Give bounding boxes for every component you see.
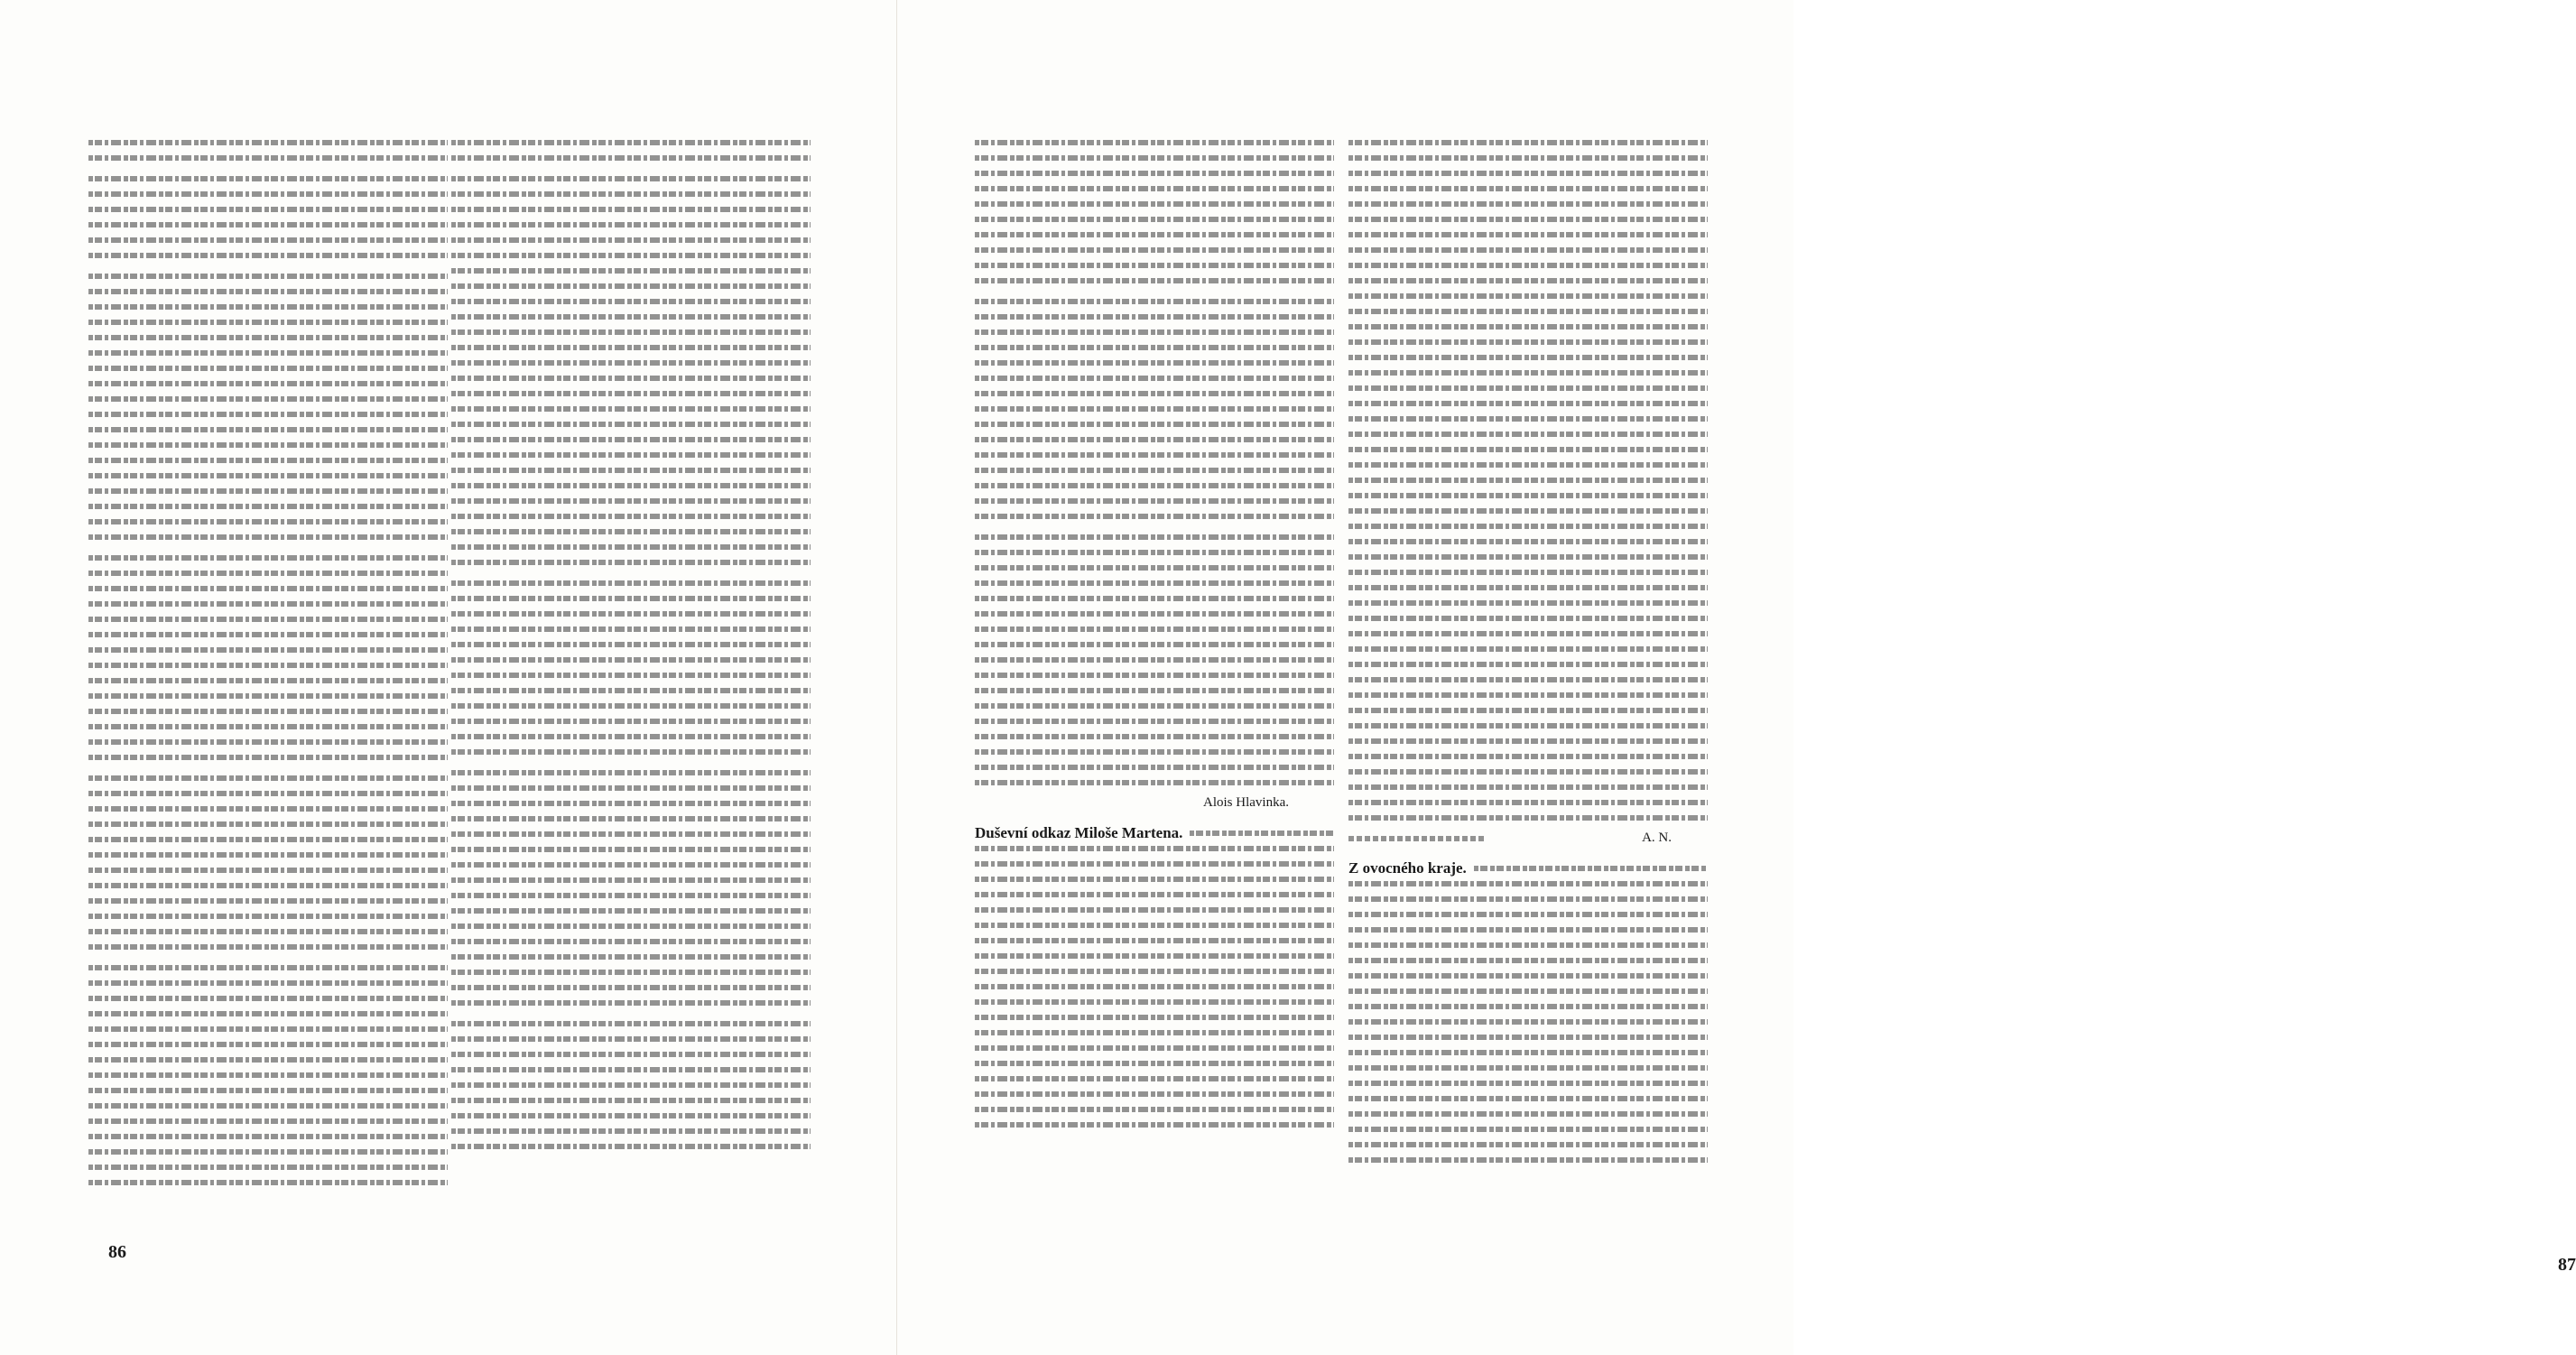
text-line: [451, 544, 811, 550]
text-line: [1348, 836, 1484, 841]
text-line: [975, 1061, 1334, 1066]
text-line: [1190, 831, 1334, 836]
text-line: [1348, 309, 1708, 314]
text-line: [451, 580, 811, 586]
text-line: [1348, 155, 1708, 161]
text-line: [451, 642, 811, 647]
text-line: [88, 427, 448, 432]
text-line: [451, 954, 811, 960]
text-line: [88, 1180, 448, 1185]
text-line: [1348, 524, 1708, 529]
text-line: [1348, 692, 1708, 698]
text-line: [1348, 293, 1708, 299]
text-line: [88, 442, 448, 448]
text-line: [975, 452, 1334, 458]
text-line: [451, 1021, 811, 1026]
text-line: [451, 1036, 811, 1042]
text-line: [1348, 616, 1708, 621]
text-line: [88, 617, 448, 622]
text-line: [975, 1122, 1334, 1128]
text-line: [975, 550, 1334, 555]
text-line: [88, 253, 448, 258]
text-line: [451, 688, 811, 693]
text-line: [451, 908, 811, 914]
text-line: [88, 898, 448, 904]
text-line: [975, 565, 1334, 571]
text-line: [451, 596, 811, 601]
text-line: [1348, 677, 1708, 682]
text-line: [975, 155, 1334, 161]
text-line: [1348, 385, 1708, 391]
text-line: [88, 663, 448, 668]
text-line: [451, 452, 811, 458]
text-line: [88, 571, 448, 576]
text-line: [88, 724, 448, 729]
text-line: [88, 1103, 448, 1109]
text-line: [975, 673, 1334, 678]
signature-hlavinka: Alois Hlavinka.: [1203, 795, 1289, 810]
text-line: [975, 984, 1334, 989]
text-line: [451, 801, 811, 806]
text-line: [88, 806, 448, 812]
text-line: [975, 422, 1334, 427]
text-line: [1348, 784, 1708, 790]
text-line: [451, 1113, 811, 1118]
text-line: [451, 498, 811, 504]
text-line: [451, 831, 811, 837]
text-line: [88, 678, 448, 683]
text-line: [1348, 201, 1708, 207]
text-line: [975, 626, 1334, 632]
text-line: [975, 1045, 1334, 1051]
text-line: [1348, 973, 1708, 979]
text-line: [1348, 988, 1708, 994]
text-line: [451, 626, 811, 632]
text-line: [975, 734, 1334, 739]
text-line: [88, 140, 448, 145]
text-line: [88, 965, 448, 970]
text-line: [451, 329, 811, 335]
text-line: [1348, 263, 1708, 268]
text-line: [1348, 881, 1708, 886]
text-line: [88, 837, 448, 842]
text-line: [451, 191, 811, 197]
text-line: [451, 1067, 811, 1072]
text-line: [1348, 339, 1708, 345]
text-line: [88, 366, 448, 371]
text-line: [975, 534, 1334, 540]
text-line: [1474, 866, 1708, 871]
text-line: [975, 299, 1334, 304]
text-line: [451, 611, 811, 617]
text-line: [1348, 723, 1708, 729]
text-line: [88, 473, 448, 478]
text-line: [451, 749, 811, 755]
text-line: [1348, 1127, 1708, 1132]
text-line: [1348, 958, 1708, 963]
text-line: [975, 217, 1334, 222]
text-line: [451, 1098, 811, 1103]
text-line: [1348, 1111, 1708, 1117]
text-line: [451, 253, 811, 258]
text-line: [88, 155, 448, 161]
text-line: [451, 719, 811, 724]
text-line: [975, 498, 1334, 504]
text-line: [1348, 278, 1708, 283]
text-line: [1348, 508, 1708, 514]
text-line: [1348, 708, 1708, 713]
text-line: [451, 529, 811, 534]
text-line: [1348, 912, 1708, 917]
text-line: [88, 1072, 448, 1078]
text-line: [975, 468, 1334, 473]
text-line: [1348, 217, 1708, 222]
text-line: [975, 657, 1334, 663]
text-line: [451, 703, 811, 709]
text-line: [451, 268, 811, 274]
text-line: [88, 739, 448, 745]
text-line: [88, 176, 448, 181]
text-line: [88, 207, 448, 212]
text-line: [88, 755, 448, 760]
text-line: [451, 939, 811, 944]
text-line: [451, 360, 811, 366]
text-line: [1348, 646, 1708, 652]
text-line: [975, 1107, 1334, 1112]
text-line: [88, 601, 448, 607]
text-line: [451, 314, 811, 320]
text-line: [88, 504, 448, 509]
left-page: [0, 0, 896, 1355]
text-line: [88, 555, 448, 561]
text-line: [975, 780, 1334, 785]
text-line: [88, 821, 448, 827]
page-number-left: 86: [108, 1242, 126, 1262]
text-line: [451, 437, 811, 442]
text-line: [975, 201, 1334, 207]
text-line: [1348, 1081, 1708, 1086]
text-line: [1348, 1004, 1708, 1009]
text-line: [1348, 232, 1708, 237]
text-line: [1348, 401, 1708, 406]
text-line: [88, 274, 448, 279]
text-line: [88, 1118, 448, 1124]
text-line: [451, 893, 811, 898]
text-line: [451, 176, 811, 181]
text-line: [975, 749, 1334, 755]
right-page: [896, 0, 2576, 1355]
text-line: [88, 709, 448, 714]
text-line: [451, 391, 811, 396]
right-page-column-2: [1348, 140, 1708, 1173]
text-line: [88, 1057, 448, 1063]
text-line: [975, 329, 1334, 335]
text-line: [1348, 1157, 1708, 1163]
article-heading-ovocneho: [1348, 860, 1708, 876]
text-line: [88, 883, 448, 888]
text-line: [88, 868, 448, 873]
text-line: [1348, 370, 1708, 376]
text-line: [451, 862, 811, 868]
text-line: [451, 785, 811, 791]
text-line: [88, 929, 448, 934]
text-line: [975, 892, 1334, 897]
text-line: [88, 996, 448, 1001]
text-line: [975, 314, 1334, 320]
text-line: [88, 335, 448, 340]
right-page-column-1: [975, 140, 1334, 1137]
article-heading-ovocneho-text: Z ovocného kraje.: [1348, 859, 1467, 877]
text-line: [975, 247, 1334, 253]
text-line: [1348, 1019, 1708, 1025]
text-line: [975, 1091, 1334, 1097]
text-line: [975, 846, 1334, 851]
text-line: [88, 852, 448, 858]
text-line: [88, 775, 448, 781]
text-line: [975, 642, 1334, 647]
text-line: [975, 1076, 1334, 1081]
text-line: [88, 632, 448, 637]
text-line: [1348, 140, 1708, 145]
text-line: [451, 734, 811, 739]
text-line: [451, 985, 811, 990]
text-line: [975, 688, 1334, 693]
text-line: [975, 861, 1334, 867]
text-line: [975, 580, 1334, 586]
text-line: [451, 657, 811, 663]
text-line: [1348, 815, 1708, 821]
text-line: [451, 923, 811, 929]
text-line: [88, 1011, 448, 1016]
text-line: [451, 514, 811, 519]
text-line: [975, 1030, 1334, 1035]
text-line: [1348, 554, 1708, 560]
text-line: [975, 1015, 1334, 1020]
text-line: [451, 770, 811, 775]
text-line: [1348, 171, 1708, 176]
text-line: [975, 437, 1334, 442]
text-line: [451, 376, 811, 381]
text-line: [1348, 324, 1708, 329]
text-line: [1348, 355, 1708, 360]
text-line: [451, 483, 811, 488]
text-line: [451, 468, 811, 473]
text-line: [451, 406, 811, 412]
text-line: [88, 693, 448, 699]
text-line: [451, 970, 811, 975]
text-line: [975, 345, 1334, 350]
text-line: [88, 586, 448, 591]
text-line: [1348, 600, 1708, 606]
text-line: [1348, 570, 1708, 575]
text-line: [451, 140, 811, 145]
text-line: [88, 1134, 448, 1139]
text-line: [88, 191, 448, 197]
text-line: [88, 791, 448, 796]
text-line: [88, 381, 448, 386]
text-line: [975, 514, 1334, 519]
text-line: [1348, 447, 1708, 452]
text-line: [451, 877, 811, 883]
text-line: [1348, 247, 1708, 253]
text-line: [1348, 896, 1708, 902]
text-line: [88, 488, 448, 494]
text-line: [88, 412, 448, 417]
text-line: [975, 171, 1334, 176]
text-line: [975, 406, 1334, 412]
text-line: [88, 1165, 448, 1170]
text-line: [975, 969, 1334, 974]
text-line: [451, 847, 811, 852]
text-line: [88, 1088, 448, 1093]
text-line: [451, 422, 811, 427]
text-line: [88, 980, 448, 986]
text-line: [451, 560, 811, 565]
left-page-column-2: [451, 140, 811, 1159]
text-line: [1348, 631, 1708, 636]
text-line: [451, 1000, 811, 1006]
text-line: [1348, 1096, 1708, 1101]
text-line: [1348, 927, 1708, 933]
signature-initials-text: A. N.: [1642, 831, 1672, 845]
text-line: [451, 345, 811, 350]
text-line: [88, 222, 448, 227]
text-line: [88, 944, 448, 950]
text-line: [88, 1042, 448, 1047]
text-line: [451, 816, 811, 821]
text-line: [88, 647, 448, 653]
text-line: [88, 914, 448, 919]
text-line: [1348, 186, 1708, 191]
left-page-column-1: [88, 140, 448, 1195]
text-line: [451, 222, 811, 227]
text-line: [88, 350, 448, 356]
text-line: [975, 360, 1334, 366]
text-line: [88, 458, 448, 463]
text-line: [1348, 493, 1708, 498]
text-line: [975, 596, 1334, 601]
text-line: [1348, 800, 1708, 805]
text-line: [88, 396, 448, 402]
text-line: [975, 483, 1334, 488]
text-line: [975, 232, 1334, 237]
text-line: [451, 207, 811, 212]
text-line: [1348, 462, 1708, 468]
text-line: [88, 534, 448, 540]
text-line: [451, 1128, 811, 1134]
text-line: [451, 1052, 811, 1057]
text-line: [1348, 432, 1708, 437]
text-line: [451, 155, 811, 161]
text-line: [88, 320, 448, 325]
text-line: [451, 1144, 811, 1149]
text-line: [975, 877, 1334, 882]
text-line: [975, 938, 1334, 943]
text-line: [1348, 662, 1708, 667]
text-line: [88, 289, 448, 294]
text-line: [1348, 539, 1708, 544]
text-line: [975, 953, 1334, 959]
text-line: [975, 140, 1334, 145]
text-line: [975, 703, 1334, 709]
text-line: [975, 765, 1334, 770]
text-line: [451, 299, 811, 304]
text-line: [1348, 754, 1708, 759]
text-line: [1348, 738, 1708, 744]
text-line: [1348, 942, 1708, 948]
text-line: [1348, 1035, 1708, 1040]
text-line: [88, 519, 448, 524]
text-line: [451, 237, 811, 243]
text-line: [1348, 416, 1708, 422]
text-line: [451, 673, 811, 678]
text-line: [975, 278, 1334, 283]
text-line: [88, 237, 448, 243]
page-number-right: 87: [2558, 1255, 2576, 1275]
text-line: [975, 923, 1334, 928]
text-line: [1348, 1142, 1708, 1147]
text-line: [975, 376, 1334, 381]
text-line: [975, 611, 1334, 617]
text-line: [451, 1082, 811, 1088]
text-line: [975, 719, 1334, 724]
text-line: [88, 304, 448, 310]
text-line: [1348, 769, 1708, 775]
text-line: [1348, 1065, 1708, 1071]
text-line: [975, 907, 1334, 913]
text-line: [975, 263, 1334, 268]
text-line: [975, 391, 1334, 396]
signature-initials: [1348, 831, 1708, 846]
text-line: [975, 186, 1334, 191]
text-line: [1348, 478, 1708, 483]
text-line: [451, 283, 811, 289]
text-line: [1348, 1050, 1708, 1055]
article-heading-martena: [975, 825, 1334, 840]
text-line: [88, 1149, 448, 1155]
article-heading-martena-text: Duševní odkaz Miloše Martena.: [975, 824, 1183, 841]
text-line: [975, 999, 1334, 1005]
text-line: [88, 1026, 448, 1032]
text-line: [1348, 585, 1708, 590]
